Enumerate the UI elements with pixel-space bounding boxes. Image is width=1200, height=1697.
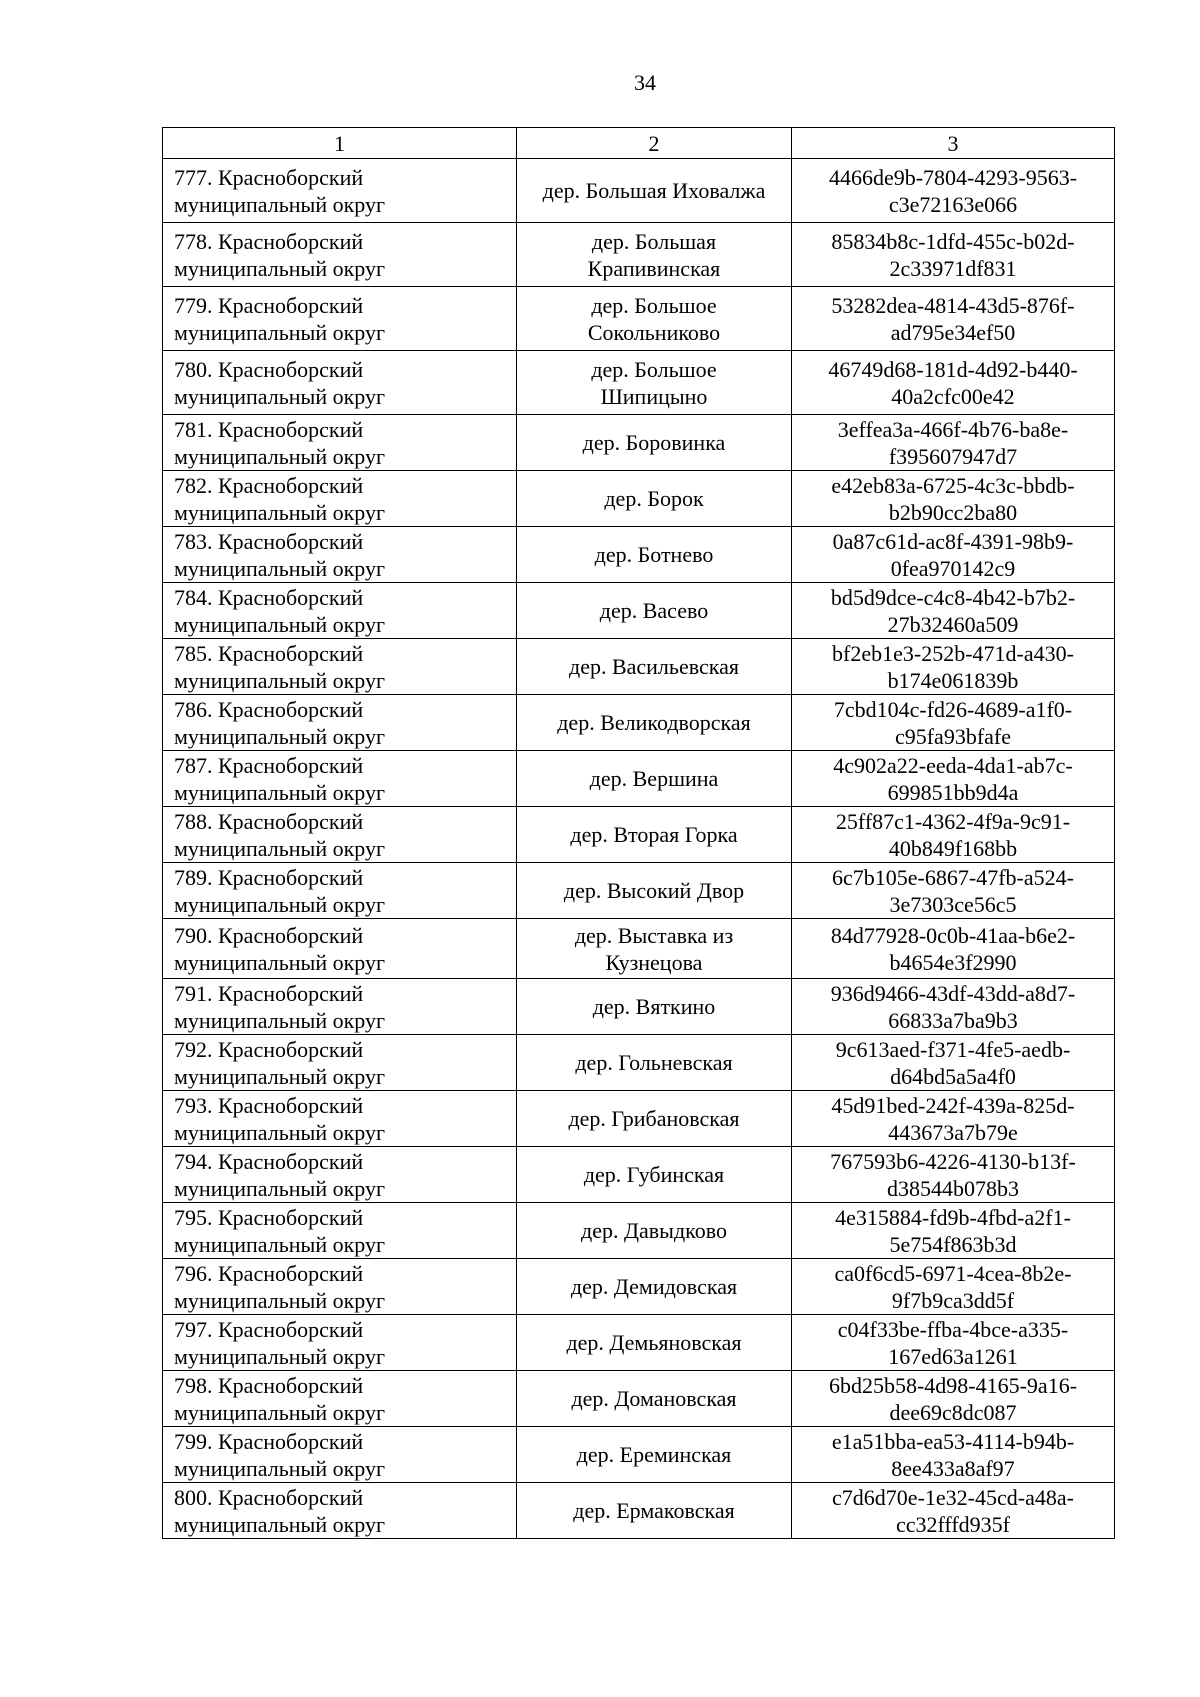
municipality-cell-line: муниципальный округ (174, 779, 386, 805)
municipality-cell-line: муниципальный округ (174, 835, 386, 861)
settlement-cell-line: дер. Боровинка (582, 430, 726, 455)
settlement-cell (517, 351, 792, 415)
municipality-cell (163, 639, 517, 695)
guid-cell-line: 936d9466-43df-43dd-a8d7- (830, 980, 1076, 1006)
table-row (163, 287, 1115, 351)
guid-cell (792, 1035, 1115, 1091)
municipality-cell-line: муниципальный округ (174, 1399, 386, 1425)
table-row (163, 979, 1115, 1035)
table-row (163, 1315, 1115, 1371)
guid-cell-line: d38544b078b3 (887, 1175, 1019, 1201)
guid-cell-line: 4466de9b-7804-4293-9563- (828, 164, 1078, 190)
municipality-cell (163, 471, 517, 527)
guid-cell (792, 1427, 1115, 1483)
guid-cell (792, 751, 1115, 807)
guid-cell (792, 223, 1115, 287)
municipality-cell-line: муниципальный округ (174, 1119, 386, 1145)
municipality-cell-line: 783. Красноборский (174, 528, 364, 554)
guid-cell-line: d64bd5a5a4f0 (890, 1063, 1016, 1089)
settlement-cell (517, 1091, 792, 1147)
settlement-cell-line: дер. Вершина (589, 766, 719, 791)
settlement-cell (517, 287, 792, 351)
municipality-cell-line: муниципальный округ (174, 1175, 386, 1201)
guid-cell (792, 639, 1115, 695)
guid-cell (792, 415, 1115, 471)
guid-cell (792, 695, 1115, 751)
municipality-cell (163, 223, 517, 287)
table-row (163, 583, 1115, 639)
municipality-cell (163, 695, 517, 751)
municipality-cell (163, 1315, 517, 1371)
settlement-cell-line: дер. Ереминская (576, 1442, 732, 1467)
table-row (163, 415, 1115, 471)
guid-cell-line: 699851bb9d4a (887, 779, 1019, 805)
table-row (163, 159, 1115, 223)
table-row (163, 751, 1115, 807)
settlement-cell (517, 1371, 792, 1427)
municipality-cell (163, 979, 517, 1035)
settlement-cell (517, 695, 792, 751)
municipality-cell-line: 800. Красноборский (174, 1484, 364, 1510)
guid-cell-line: 8ee433a8af97 (891, 1455, 1015, 1481)
guid-cell (792, 979, 1115, 1035)
settlement-cell (517, 1483, 792, 1539)
municipality-cell-line: 782. Красноборский (174, 472, 364, 498)
guid-cell (792, 1483, 1115, 1539)
guid-cell (792, 863, 1115, 919)
settlement-cell-line: дер. Домановская (571, 1386, 737, 1411)
municipality-cell-line: 777. Красноборский (174, 164, 364, 190)
municipality-cell (163, 287, 517, 351)
municipality-cell (163, 351, 517, 415)
settlement-cell-line: Шипицыно (600, 383, 708, 409)
municipality-cell-line: 786. Красноборский (174, 696, 364, 722)
column-header-2: 2 (517, 128, 792, 159)
municipality-cell-line: 784. Красноборский (174, 584, 364, 610)
guid-cell-line: 27b32460a509 (887, 611, 1019, 637)
municipality-cell (163, 583, 517, 639)
guid-cell-line: bf2eb1e3-252b-471d-a430- (832, 640, 1074, 666)
guid-cell-line: 167ed63a1261 (888, 1343, 1018, 1369)
guid-cell-line: b2b90cc2ba80 (888, 499, 1018, 525)
settlement-cell-line: дер. Высокий Двор (563, 878, 745, 903)
guid-cell (792, 1315, 1115, 1371)
guid-cell (792, 1371, 1115, 1427)
municipality-cell-line: 796. Красноборский (174, 1260, 364, 1286)
guid-cell-line: ca0f6cd5-6971-4cea-8b2e- (834, 1260, 1072, 1286)
municipality-cell-line: 781. Красноборский (174, 416, 364, 442)
guid-cell-line: 85834b8c-1dfd-455c-b02d- (831, 228, 1075, 254)
municipality-cell (163, 1483, 517, 1539)
table-row (163, 807, 1115, 863)
guid-cell (792, 919, 1115, 979)
guid-cell-line: bd5d9dce-c4c8-4b42-b7b2- (830, 584, 1076, 610)
settlement-cell (517, 863, 792, 919)
municipality-cell-line: 778. Красноборский (174, 228, 364, 254)
municipality-cell-line: муниципальный округ (174, 1511, 386, 1537)
municipality-cell (163, 159, 517, 223)
municipality-cell-line: 780. Красноборский (174, 356, 364, 382)
municipality-cell-line: 785. Красноборский (174, 640, 364, 666)
guid-cell-line: e42eb83a-6725-4c3c-bbdb- (831, 472, 1075, 498)
municipality-cell-line: 793. Красноборский (174, 1092, 364, 1118)
settlement-cell-line: Крапивинская (587, 255, 721, 281)
guid-cell-line: 2c33971df831 (889, 255, 1017, 281)
municipality-cell-line: муниципальный округ (174, 667, 386, 693)
guid-cell (792, 1259, 1115, 1315)
settlement-cell (517, 1203, 792, 1259)
settlement-cell-line: дер. Демидовская (570, 1274, 738, 1299)
settlement-cell-line: дер. Борок (604, 486, 704, 511)
municipality-cell (163, 415, 517, 471)
settlement-cell-line: дер. Ермаковская (573, 1498, 735, 1523)
municipality-cell-line: муниципальный округ (174, 1063, 386, 1089)
table-row (163, 1203, 1115, 1259)
guid-cell-line: 443673a7b79e (888, 1119, 1018, 1145)
table-row (163, 1147, 1115, 1203)
settlement-cell-line: дер. Большое (591, 292, 717, 318)
settlement-cell (517, 1035, 792, 1091)
table-row (163, 1259, 1115, 1315)
settlement-cell (517, 223, 792, 287)
table-row (163, 1091, 1115, 1147)
table-row (163, 639, 1115, 695)
guid-cell-line: c7d6d70e-1e32-45cd-a48a- (832, 1484, 1074, 1510)
settlement-cell-line: дер. Давыдково (581, 1218, 727, 1243)
guid-cell-line: 5e754f863b3d (889, 1231, 1017, 1257)
page-number: 34 (634, 70, 656, 95)
guid-cell-line: 45d91bed-242f-439a-825d- (831, 1092, 1075, 1118)
municipality-cell-line: муниципальный округ (174, 1231, 386, 1257)
settlement-cell (517, 807, 792, 863)
settlement-cell-line: дер. Васильевская (569, 654, 739, 679)
guid-cell-line: 9f7b9ca3dd5f (891, 1287, 1015, 1313)
municipality-cell (163, 863, 517, 919)
table-row (163, 351, 1115, 415)
guid-cell (792, 1147, 1115, 1203)
guid-cell-line: 4e315884-fd9b-4fbd-a2f1- (835, 1204, 1071, 1230)
settlement-cell-line: дер. Губинская (583, 1162, 725, 1187)
settlement-cell-line: дер. Выставка из (574, 922, 734, 948)
municipality-cell-line: 791. Красноборский (174, 980, 364, 1006)
guid-cell (792, 1203, 1115, 1259)
table-header-row (163, 128, 1115, 159)
municipality-cell-line: муниципальный округ (174, 723, 386, 749)
municipality-cell-line: муниципальный округ (174, 949, 386, 975)
guid-cell (792, 159, 1115, 223)
table-row (163, 223, 1115, 287)
guid-cell (792, 287, 1115, 351)
municipality-cell-line: муниципальный округ (174, 1343, 386, 1369)
settlement-cell-line: дер. Вторая Горка (570, 822, 738, 847)
guid-cell (792, 471, 1115, 527)
municipality-cell-line: муниципальный округ (174, 555, 386, 581)
municipality-cell-line: муниципальный округ (174, 1455, 386, 1481)
guid-cell-line: dee69c8dc087 (889, 1399, 1017, 1425)
municipality-cell (163, 1371, 517, 1427)
settlement-cell-line: дер. Большое (591, 356, 717, 382)
guid-cell-line: 4c902a22-eeda-4da1-ab7c- (833, 752, 1073, 778)
municipality-cell-line: муниципальный округ (174, 319, 386, 345)
guid-cell-line: 46749d68-181d-4d92-b440- (828, 356, 1078, 382)
guid-cell-line: 40a2cfc00e42 (891, 383, 1015, 409)
guid-cell-line: 25ff87c1-4362-4f9a-9c91- (835, 808, 1071, 834)
municipality-cell (163, 1035, 517, 1091)
table-row (163, 863, 1115, 919)
guid-cell-line: 0a87c61d-ac8f-4391-98b9- (832, 528, 1074, 554)
guid-cell-line: 66833a7ba9b3 (888, 1007, 1018, 1033)
table-row (163, 695, 1115, 751)
guid-cell-line: f395607947d7 (888, 443, 1018, 469)
municipality-cell (163, 527, 517, 583)
municipality-cell-line: муниципальный округ (174, 255, 386, 281)
guid-cell (792, 351, 1115, 415)
settlement-cell-line: дер. Ботнево (594, 542, 714, 567)
settlement-cell-line: дер. Васево (599, 598, 709, 623)
municipality-cell-line: муниципальный округ (174, 891, 386, 917)
table-row (163, 1427, 1115, 1483)
table-row (163, 527, 1115, 583)
municipality-cell (163, 1147, 517, 1203)
settlement-cell-line: Сокольниково (587, 319, 721, 345)
settlement-cell (517, 583, 792, 639)
guid-cell-line: b174e061839b (887, 667, 1019, 693)
municipality-cell-line: 794. Красноборский (174, 1148, 364, 1174)
municipality-cell-line: муниципальный округ (174, 191, 386, 217)
settlement-cell (517, 639, 792, 695)
guid-cell-line: 6c7b105e-6867-47fb-a524- (832, 864, 1074, 890)
municipality-cell (163, 1203, 517, 1259)
municipality-cell-line: 798. Красноборский (174, 1372, 364, 1398)
settlement-cell-line: дер. Грибановская (568, 1106, 740, 1131)
guid-cell-line: c04f33be-ffba-4bce-a335- (837, 1316, 1069, 1342)
settlement-cell (517, 415, 792, 471)
guid-cell-line: c95fa93bfafe (894, 723, 1012, 749)
municipality-cell-line: муниципальный округ (174, 1007, 386, 1033)
settlement-cell (517, 1427, 792, 1483)
settlement-cell (517, 979, 792, 1035)
settlement-cell (517, 159, 792, 223)
municipality-cell (163, 807, 517, 863)
column-header-3: 3 (792, 128, 1115, 159)
municipality-cell (163, 1427, 517, 1483)
guid-cell-line: 0fea970142c9 (890, 555, 1016, 581)
guid-cell-line: c3e72163e066 (888, 191, 1018, 217)
guid-cell-line: 767593b6-4226-4130-b13f- (830, 1148, 1076, 1174)
settlement-cell (517, 1259, 792, 1315)
municipality-cell-line: муниципальный округ (174, 611, 386, 637)
settlement-cell-line: дер. Большая (591, 228, 717, 254)
guid-cell-line: 40b849f168bb (888, 835, 1018, 861)
guid-cell-line: 53282dea-4814-43d5-876f- (831, 292, 1075, 318)
guid-cell (792, 527, 1115, 583)
guid-cell-line: 3effea3a-466f-4b76-ba8e- (837, 416, 1069, 442)
guid-cell-line: 6bd25b58-4d98-4165-9a16- (828, 1372, 1078, 1398)
settlement-cell-line: дер. Демьяновская (566, 1330, 742, 1355)
municipality-cell (163, 1091, 517, 1147)
guid-cell-line: e1a51bba-ea53-4114-b94b- (831, 1428, 1075, 1454)
guid-cell (792, 583, 1115, 639)
municipality-cell (163, 919, 517, 979)
table-row (163, 471, 1115, 527)
guid-cell-line: ad795e34ef50 (890, 319, 1016, 345)
guid-cell (792, 807, 1115, 863)
municipality-cell-line: 799. Красноборский (174, 1428, 364, 1454)
guid-cell-line: 3e7303ce56c5 (889, 891, 1017, 917)
guid-cell-line: 84d77928-0c0b-41aa-b6e2- (830, 922, 1076, 948)
guid-cell-line: 7cbd104c-fd26-4689-a1f0- (833, 696, 1073, 722)
settlement-cell-line: Кузнецова (605, 949, 703, 975)
municipality-cell-line: 779. Красноборский (174, 292, 364, 318)
settlement-cell (517, 1147, 792, 1203)
guid-cell (792, 1091, 1115, 1147)
municipality-cell-line: муниципальный округ (174, 1287, 386, 1313)
table-row (163, 1483, 1115, 1539)
municipality-cell-line: 787. Красноборский (174, 752, 364, 778)
municipality-cell-line: 792. Красноборский (174, 1036, 364, 1062)
table-row (163, 1035, 1115, 1091)
municipality-cell-line: 797. Красноборский (174, 1316, 364, 1342)
column-header-1: 1 (163, 128, 517, 159)
settlement-cell-line: дер. Большая Иховалжа (542, 178, 766, 203)
settlement-cell (517, 919, 792, 979)
municipality-cell (163, 1259, 517, 1315)
settlement-cell (517, 527, 792, 583)
settlement-cell-line: дер. Гольневская (575, 1050, 733, 1075)
municipality-cell-line: 790. Красноборский (174, 922, 364, 948)
settlement-cell (517, 471, 792, 527)
municipality-cell-line: муниципальный округ (174, 443, 386, 469)
settlement-cell-line: дер. Вяткино (592, 994, 716, 1019)
table-row (163, 1371, 1115, 1427)
settlement-cell-line: дер. Великодворская (557, 710, 751, 735)
table-row (163, 919, 1115, 979)
municipality-cell-line: муниципальный округ (174, 499, 386, 525)
municipality-cell-line: 788. Красноборский (174, 808, 364, 834)
settlement-cell (517, 1315, 792, 1371)
settlement-cell (517, 751, 792, 807)
settlements-table (162, 127, 1115, 1539)
guid-cell-line: 9c613aed-f371-4fe5-aedb- (835, 1036, 1071, 1062)
municipality-cell (163, 751, 517, 807)
municipality-cell-line: 795. Красноборский (174, 1204, 364, 1230)
guid-cell-line: cc32fffd935f (895, 1511, 1011, 1537)
municipality-cell-line: 789. Красноборский (174, 864, 364, 890)
municipality-cell-line: муниципальный округ (174, 383, 386, 409)
guid-cell-line: b4654e3f2990 (889, 949, 1017, 975)
